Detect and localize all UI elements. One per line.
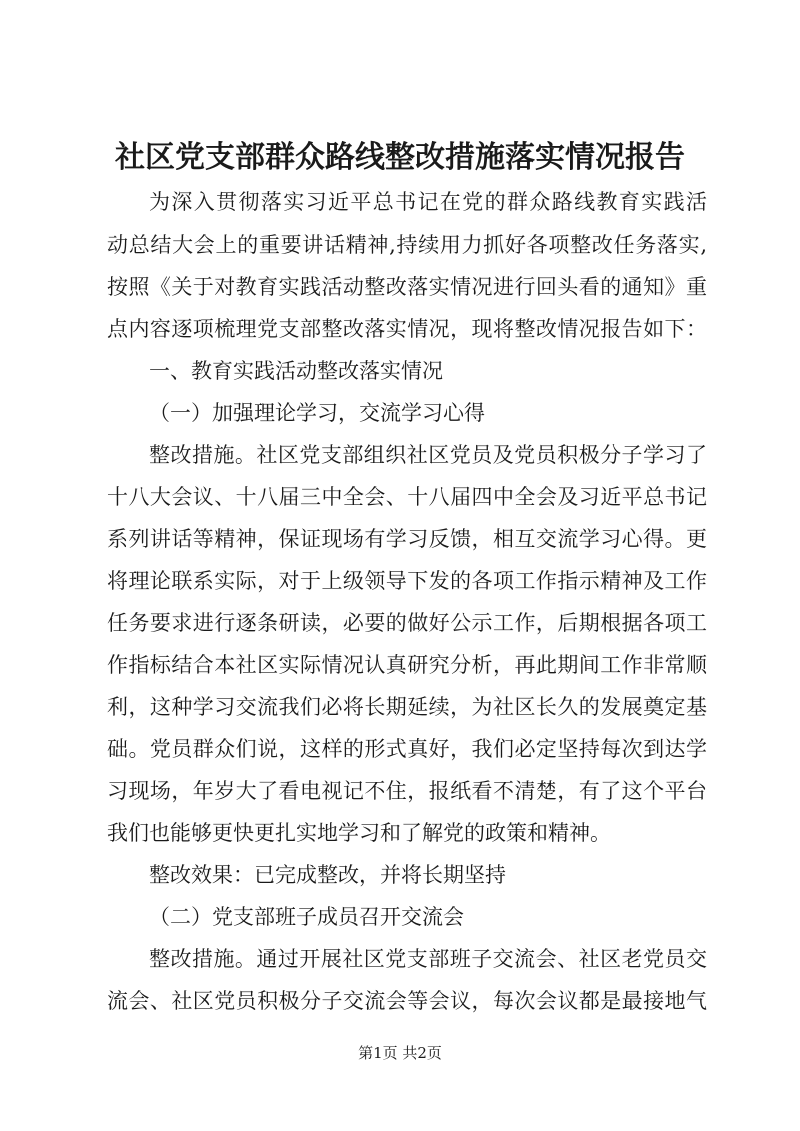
paragraph-line: 将理论联系实际，对于上级领导下发的各项工作指示精神及工作 [107, 569, 707, 593]
paragraph-line: 利，这种学习交流我们必将长期延续，为社区长久的发展奠定基 [107, 695, 707, 719]
paragraph-line: 整改效果：已完成整改，并将长期坚持 [149, 863, 506, 887]
paragraph-line: 我们也能够更快更扎实地学习和了解党的政策和精神。 [107, 821, 611, 845]
paragraph-line: 系列讲话等精神，保证现场有学习反馈，相互交流学习心得。更 [107, 527, 707, 551]
paragraph-line: 为深入贯彻落实习近平总书记在党的群众路线教育实践活 [149, 190, 707, 214]
paragraph-line: 整改措施。社区党支部组织社区党员及党员积极分子学习了 [149, 443, 707, 467]
paragraph-line: 按照《关于对教育实践活动整改落实情况进行回头看的通知》重 [107, 275, 707, 299]
page-footer: 第1页 共2页 [358, 1044, 442, 1062]
paragraph-line: 点内容逐项梳理党支部整改落实情况，现将整改情况报告如下： [107, 317, 707, 341]
subsection-heading: （二）党支部班子成员召开交流会 [149, 905, 464, 929]
subsection-heading: （一）加强理论学习，交流学习心得 [149, 401, 485, 425]
section-heading: 一、教育实践活动整改落实情况 [149, 359, 443, 383]
paragraph-line: 习现场，年岁大了看电视记不住，报纸看不清楚，有了这个平台 [107, 779, 707, 803]
paragraph-line: 流会、社区党员积极分子交流会等会议，每次会议都是最接地气 [107, 989, 707, 1013]
paragraph-line: 础。党员群众们说，这样的形式真好，我们必定坚持每次到达学 [107, 737, 707, 761]
paragraph-line: 整改措施。通过开展社区党支部班子交流会、社区老党员交 [149, 947, 707, 971]
paragraph-line: 任务要求进行逐条研读，必要的做好公示工作，后期根据各项工 [107, 611, 707, 635]
document-title: 社区党支部群众路线整改措施落实情况报告 [115, 140, 685, 175]
paragraph-line: 作指标结合本社区实际情况认真研究分析，再此期间工作非常顺 [107, 653, 707, 677]
paragraph-line: 十八大会议、十八届三中全会、十八届四中全会及习近平总书记 [107, 485, 707, 509]
paragraph-line: 动总结大会上的重要讲话精神,持续用力抓好各项整改任务落实, [107, 233, 707, 257]
